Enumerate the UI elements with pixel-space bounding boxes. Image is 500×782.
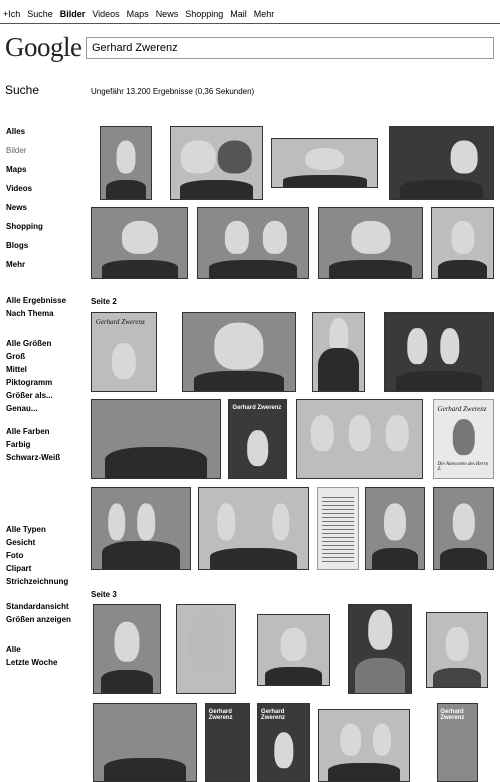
top-nav-bar (0, 0, 500, 24)
topnav-item-news[interactable]: News (155, 9, 179, 19)
image-result[interactable] (176, 604, 236, 694)
sidebar-color-filter (6, 425, 60, 464)
page-title: Suche (5, 83, 40, 97)
sidebar-results-filter (6, 294, 66, 320)
image-result[interactable] (318, 709, 410, 782)
sidebar-item-letzte-woche[interactable]: Letzte Woche (6, 658, 58, 667)
image-result[interactable] (365, 487, 425, 570)
image-result[interactable] (431, 207, 494, 279)
sidebar-item-gesicht[interactable]: Gesicht (6, 538, 36, 547)
sidebar-item-schwarz-weiss[interactable]: Schwarz-Weiß (6, 453, 61, 462)
topnav-item-bilder[interactable]: Bilder (59, 9, 86, 19)
sidebar-item-foto[interactable]: Foto (6, 551, 24, 560)
sidebar-item-groessen-anzeigen[interactable]: Größen anzeigen (6, 615, 71, 624)
sidebar-item-bilder: Bilder (6, 146, 27, 155)
top-nav-list (0, 0, 500, 19)
sidebar-view-filter (6, 600, 71, 626)
sidebar-item-maps[interactable]: Maps (6, 165, 27, 174)
image-result[interactable] (437, 703, 478, 782)
book-cover-subtitle: Die Antworten des Herrn Z. (437, 462, 489, 473)
image-result[interactable] (317, 487, 359, 570)
sidebar-item-farbig[interactable]: Farbig (6, 440, 31, 449)
page-label-seite-3: Seite 3 (91, 590, 117, 599)
search-input[interactable]: Gerhard Zwerenz (86, 37, 494, 59)
image-result[interactable] (257, 614, 330, 686)
image-result[interactable] (205, 703, 250, 782)
sidebar-item-genau[interactable]: Genau... (6, 404, 38, 413)
sidebar-item-alle-typen[interactable]: Alle Typen (6, 525, 46, 534)
sidebar-time-filter (6, 643, 57, 669)
topnav-item-mail[interactable]: Mail (230, 9, 247, 19)
image-result[interactable] (197, 207, 309, 279)
image-result[interactable] (426, 612, 488, 688)
image-result[interactable] (384, 312, 494, 392)
sidebar-item-alle-farben[interactable]: Alle Farben (6, 427, 50, 436)
image-result[interactable] (198, 487, 309, 570)
image-result[interactable] (257, 703, 310, 782)
sidebar-item-news[interactable]: News (6, 203, 27, 212)
image-result[interactable] (91, 487, 191, 570)
image-result[interactable] (312, 312, 365, 392)
book-cover-title: Gerhard Zwerenz (261, 708, 286, 721)
topnav-item-ich[interactable]: +Ich (3, 9, 21, 19)
image-result[interactable] (433, 487, 494, 570)
image-result[interactable] (91, 207, 188, 279)
sidebar-item-piktogramm[interactable]: Piktogramm (6, 378, 53, 387)
sidebar-item-strichzeichnung[interactable]: Strichzeichnung (6, 577, 69, 586)
topnav-item-videos[interactable]: Videos (92, 9, 120, 19)
image-result[interactable] (271, 138, 378, 188)
image-result[interactable] (182, 312, 296, 392)
book-cover-title: Gerhard Zwerenz (437, 404, 487, 413)
sidebar-item-alles[interactable]: Alles (6, 127, 26, 136)
image-result[interactable] (296, 399, 423, 479)
sidebar-item-nach-thema[interactable]: Nach Thema (6, 309, 54, 318)
image-result[interactable] (93, 604, 161, 694)
sidebar-item-videos[interactable]: Videos (6, 184, 33, 193)
topnav-item-suche[interactable]: Suche (27, 9, 53, 19)
sidebar-item-blogs[interactable]: Blogs (6, 241, 29, 250)
image-result[interactable] (389, 126, 494, 200)
sidebar-size-filter (6, 337, 53, 415)
book-cover-title: Gerhard Zwerenz (208, 708, 233, 721)
image-result[interactable] (93, 703, 197, 782)
sidebar-item-mittel[interactable]: Mittel (6, 365, 27, 374)
book-cover-title: Gerhard Zwerenz (95, 317, 145, 326)
sidebar-item-gross[interactable]: Groß (6, 352, 26, 361)
sidebar-item-clipart[interactable]: Clipart (6, 564, 32, 573)
sidebar-item-mehr[interactable]: Mehr (6, 260, 26, 269)
image-result[interactable] (318, 207, 423, 279)
sidebar-type-filter (6, 523, 68, 588)
sidebar-item-shopping[interactable]: Shopping (6, 222, 43, 231)
image-result[interactable] (91, 312, 157, 392)
topnav-item-shopping[interactable]: Shopping (185, 9, 224, 19)
sidebar-search-types (6, 125, 43, 271)
sidebar-item-alle[interactable]: Alle (6, 645, 21, 654)
book-cover-title: Gerhard Zwerenz (440, 708, 465, 721)
sidebar-item-alle-ergebnisse[interactable]: Alle Ergebnisse (6, 296, 67, 305)
result-stats: Ungefähr 13.200 Ergebnisse (0,36 Sekunden) (91, 87, 255, 96)
page-label-seite-2: Seite 2 (91, 297, 117, 306)
topnav-item-mehr[interactable]: Mehr (253, 9, 275, 19)
image-result[interactable] (348, 604, 412, 694)
image-result[interactable] (170, 126, 263, 200)
image-result[interactable] (228, 399, 287, 479)
book-cover-title: Gerhard Zwerenz (232, 404, 282, 411)
google-logo[interactable]: Google (5, 32, 82, 62)
sidebar-item-alle-groessen[interactable]: Alle Größen (6, 339, 52, 348)
sidebar-item-standardansicht[interactable]: Standardansicht (6, 602, 69, 611)
sidebar-item-groesser-als[interactable]: Größer als... (6, 391, 53, 400)
image-result[interactable] (100, 126, 152, 200)
topnav-item-maps[interactable]: Maps (126, 9, 149, 19)
image-result[interactable] (91, 399, 221, 479)
image-result[interactable] (433, 399, 494, 479)
